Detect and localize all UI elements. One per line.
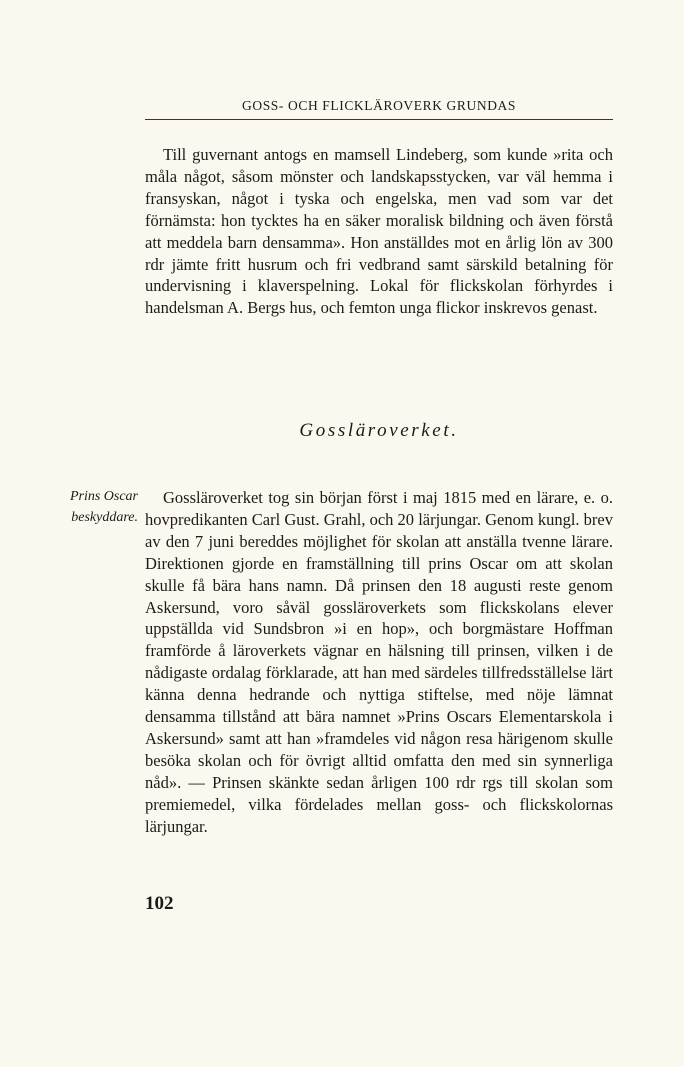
page-number: 102 <box>145 893 174 914</box>
paragraph-boys-school: Gossläroverket tog sin början först i maj 1815 med en lärare, e. o. hovpredikanten Carl Gust. Grahl, och 20 lärjungar. Genom kungl. brev av den 7 juni bereddes möjlighet för skolan att anställa tvenne lärare. Direktionen gjorde en framställning till prins Oscar om att skolan skulle få bära hans namn. Då prinsen den 18 augusti reste genom Askersund, voro såväl gossläroverkets som flickskolans elever uppställda vid Sundsbron »i en hop», och borgmästare Hoffman framförde å läroverkets vägnar en hälsning till prinsen, vilken i de nådigaste ordalag förklarade, att han med särdeles tillfredsställelse lärt känna denna hedrande och nyttiga stiftelse, med nöje lämnat densamma tillstånd att bära namnet »Prins Oscars Elementarskola i Askersund» samt att han »framdeles vid någon resa härigenom skulle besöka skolan och för övrigt alltid omfatta den med sin synnerliga nåd». — Prinsen skänkte sedan årligen 100 rdr rgs till skolan som premiemedel, vilka fördelades mellan goss- och flickskolornas lärjungar. <box>145 488 613 836</box>
section-heading: Gossläroverket. <box>299 420 459 441</box>
paragraph-governess: Till guvernant antogs en mamsell Lindeberg, som kunde »rita och måla något, såsom mönster och landskapsstycken, var väl hemma i fransyskan, något i tyska och engelska, men vad som var det förnämsta: hon tycktes ha en säker moralisk bildning och även förstå att meddela barn densamma». Hon anställdes mot en årlig lön av 300 rdr jämte fritt husrum och fri vedbrand samt särskild betalning för undervisning i klaverspelning. Lokal för flickskolan förhyrdes i handelsman A. Bergs hus, och femton unga flickor inskrevos genast. <box>145 145 613 318</box>
margin-note: Prins Oscar beskyddare. <box>69 489 138 525</box>
running-head: GOSS- OCH FLICKLÄROVERK GRUNDAS <box>242 98 516 113</box>
header-rule <box>145 119 613 120</box>
